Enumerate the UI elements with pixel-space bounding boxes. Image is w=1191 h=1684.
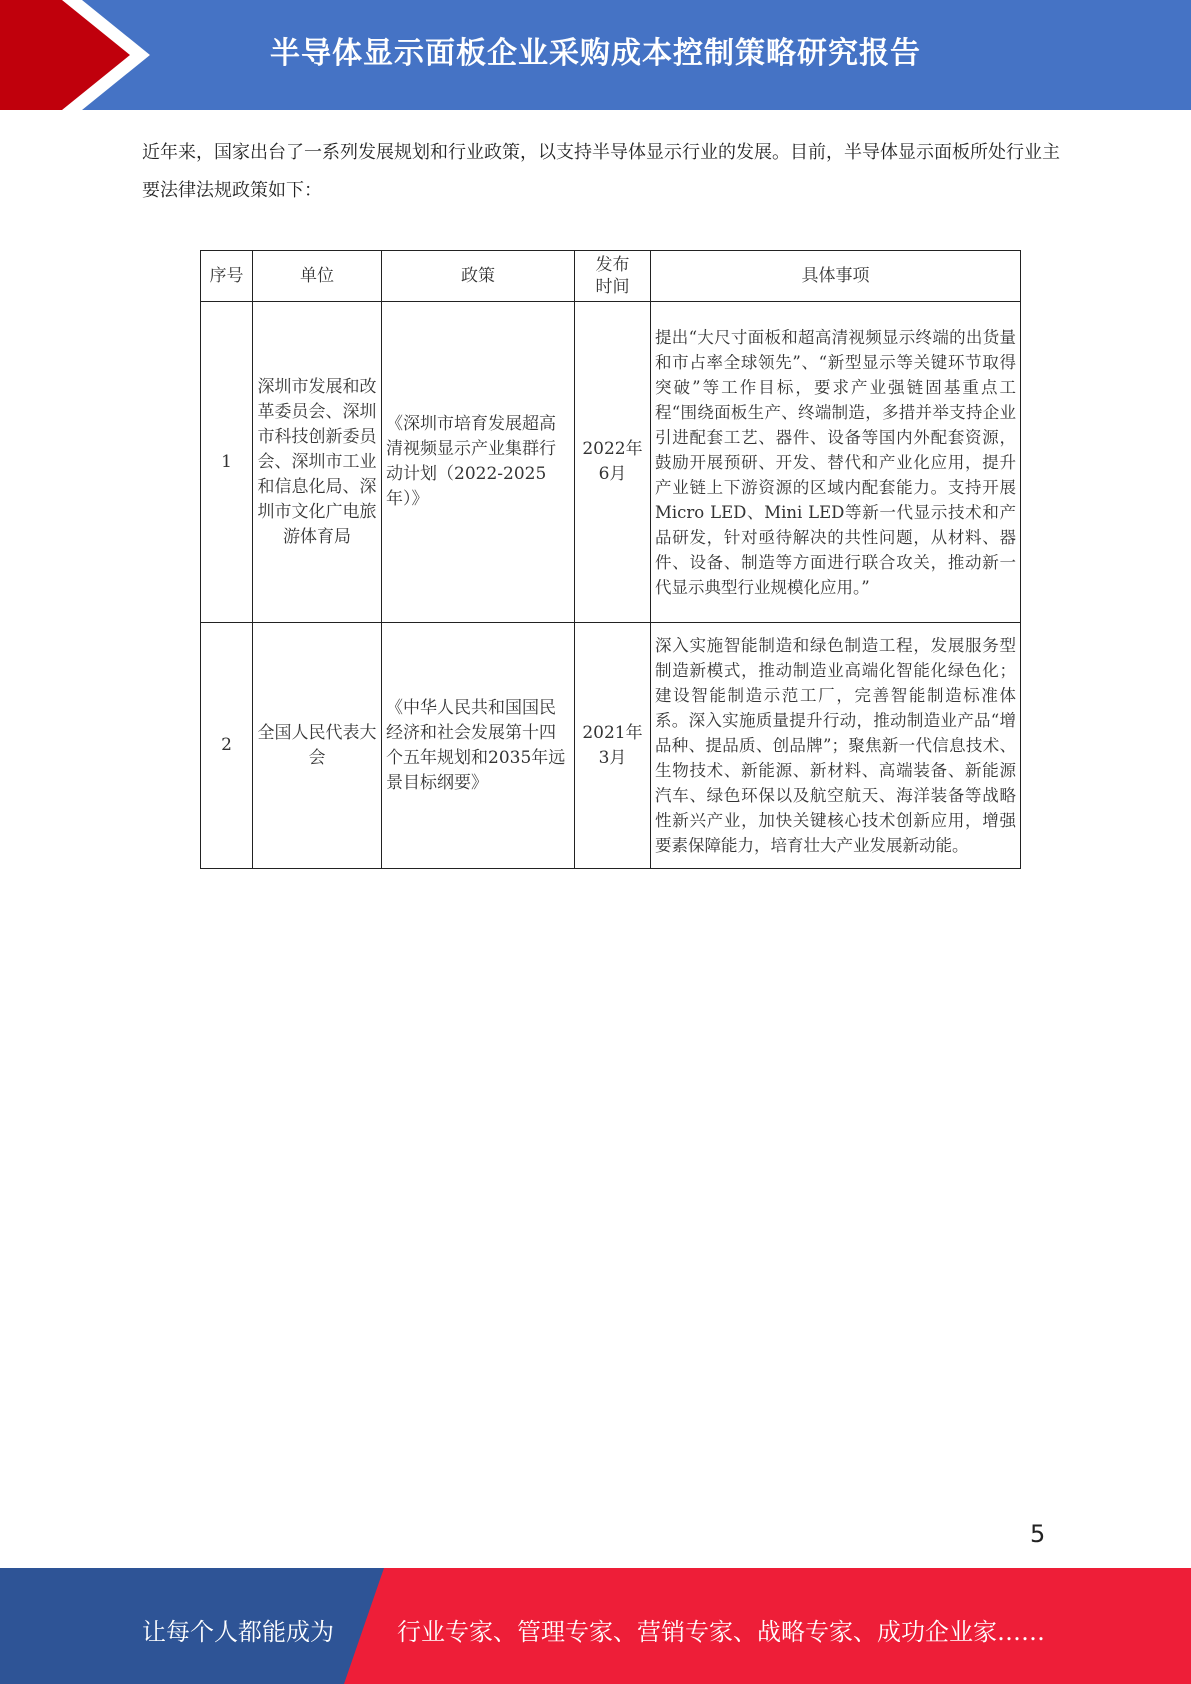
row-detail: 深入实施智能制造和绿色制造工程，发展服务型制造新模式，推动制造业高端化智能化绿色化；建设智能制造示范工厂，完善智能制造标准体系。深入实施质量提升行动，推动制造业产品“增品种、提品质、创品牌”；聚焦新一代信息技术、生物技术、新能源、新材料、高端装备、新能源汽车、绿色环保以及航空航天、海洋装备等战略性新兴产业，加快关键核心技术创新应用，增强要素保障能力，培育壮大产业发展新动能。 [651, 623, 1021, 869]
page-footer [0, 1568, 1191, 1684]
row-no: 1 [201, 302, 253, 623]
row-date-line1: 2021年 [582, 722, 643, 743]
page-header [0, 0, 1191, 110]
header-unit: 单位 [253, 251, 382, 302]
report-title: 半导体显示面板企业采购成本控制策略研究报告 [270, 36, 921, 71]
header-policy: 政策 [382, 251, 575, 302]
row-detail: 提出“大尺寸面板和超高清视频显示终端的出货量和市占率全球领先”、“新型显示等关键环节取得突破”等工作目标，要求产业强链固基重点工程“围绕面板生产、终端制造，多措并举支持企业引进配套工艺、器件、设备等国内外配套资源，鼓励开展预研、开发、替代和产业化应用，提升产业链上下游资源的区域内配套能力。支持开展Micro LED、Mini LED等新一代显示技术和产品研发，针对亟待解决的共性问题，从材料、器件、设备、制造等方面进行联合攻关，推动新一代显示典型行业规模化应用。” [651, 302, 1021, 623]
footer-slogan-left: 让每个人都能成为 [142, 1618, 334, 1646]
policy-table [200, 250, 1021, 869]
page-number: 5 [1030, 1520, 1046, 1548]
row-date [575, 302, 651, 623]
row-policy: 《中华人民共和国国民经济和社会发展第十四个五年规划和2035年远景目标纲要》 [382, 623, 575, 869]
footer-slogan-right: 行业专家、管理专家、营销专家、战略专家、成功企业家…… [397, 1618, 1045, 1646]
row-date [575, 623, 651, 869]
row-unit: 全国人民代表大会 [253, 623, 382, 869]
row-date-line2: 3月 [598, 747, 627, 768]
table-row [201, 302, 1021, 623]
table-row [201, 623, 1021, 869]
row-policy: 《深圳市培育发展超高清视频显示产业集群行动计划（2022-2025年）》 [382, 302, 575, 623]
header-date-line1: 发布 [595, 255, 630, 275]
row-unit: 深圳市发展和改革委员会、深圳市科技创新委员会、深圳市工业和信息化局、深圳市文化广电旅游体育局 [253, 302, 382, 623]
row-date-line1: 2022年 [582, 439, 643, 459]
header-no: 序号 [201, 251, 253, 302]
row-date-line2: 6月 [598, 464, 627, 484]
header-date [575, 251, 651, 302]
header-date-line2: 时间 [595, 277, 630, 297]
row-no: 2 [201, 623, 253, 869]
intro-paragraph: 近年来，国家出台了一系列发展规划和行业政策，以支持半导体显示行业的发展。目前，半导体显示面板所处行业主要法律法规政策如下： [142, 142, 1060, 201]
table-header-row [201, 251, 1021, 302]
header-detail: 具体事项 [651, 251, 1021, 302]
